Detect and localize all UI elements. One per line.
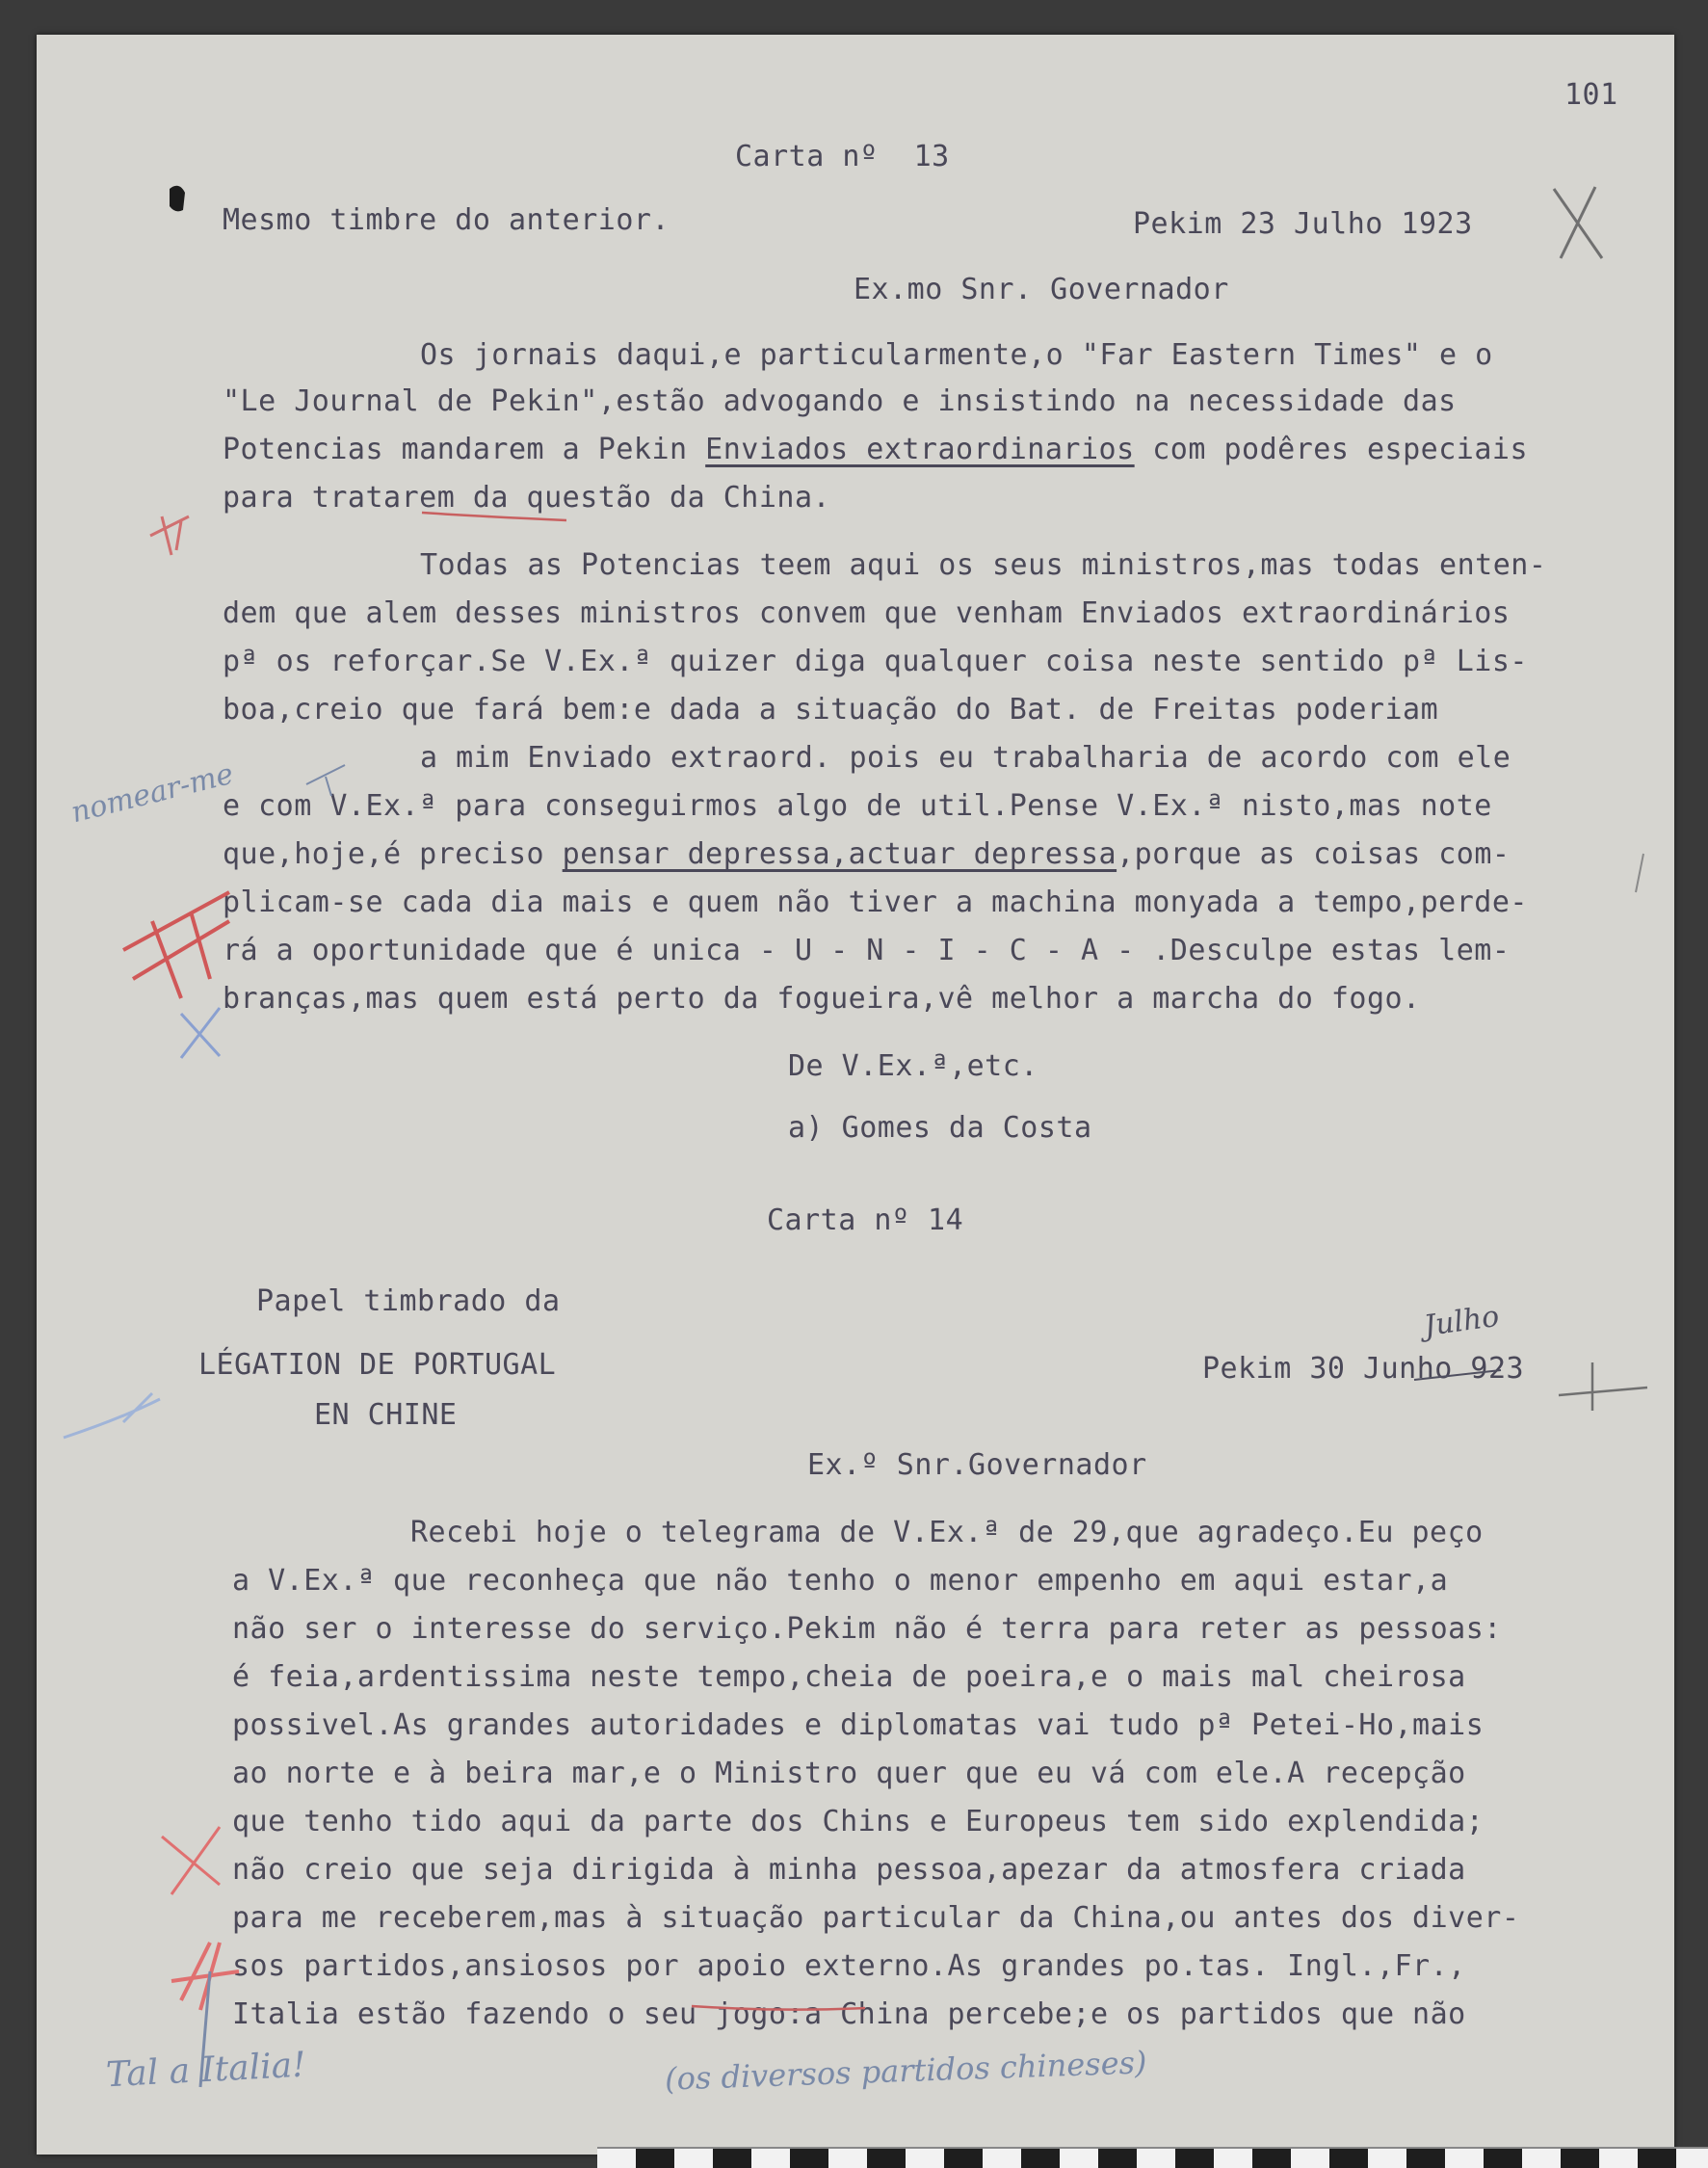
letter13-heading: Carta nº 13 bbox=[735, 140, 950, 173]
letter13-p2-line6: e com V.Ex.ª para conseguirmos algo de util.Pense V.Ex.ª nisto,mas note bbox=[223, 789, 1492, 823]
letter14-body-line2: a V.Ex.ª que reconheça que não tenho o menor empenho em aqui estar,a bbox=[232, 1564, 1449, 1598]
letter14-body-line11: Italia estão fazendo o seu jogo:a China percebe;e os partidos que não bbox=[232, 1997, 1466, 2031]
letter14-body-line7: que tenho tido aqui da parte dos Chins e Europeus tem sido explendida; bbox=[232, 1805, 1485, 1838]
red-hatch-1 bbox=[123, 892, 229, 998]
letter14-heading: Carta nº 14 bbox=[767, 1203, 964, 1237]
letter13-p2-line8: plicam-se cada dia mais e quem não tiver a machina monyada a tempo,perde- bbox=[223, 886, 1528, 919]
date-cross-mark bbox=[1559, 1362, 1647, 1411]
letter13-p1-line1: Os jornais daqui,e particularmente,o "Far Eastern Times" e o bbox=[420, 338, 1493, 372]
margin-marks bbox=[37, 35, 1674, 2155]
letter13-p2-line1: Todas as Potencias teem aqui os seus ministros,mas todas enten- bbox=[420, 548, 1547, 582]
date-x-mark-2 bbox=[1561, 187, 1595, 258]
annotation-nomear: nomear-me bbox=[67, 756, 237, 831]
letter13-letterhead: Mesmo timbre do anterior. bbox=[223, 203, 670, 237]
underline-apoio bbox=[692, 2006, 865, 2010]
page-number: 101 bbox=[1564, 78, 1618, 112]
ink-blot bbox=[170, 186, 185, 212]
letter13-p1-line2: "Le Journal de Pekin",estão advogando e insistindo na necessidade das bbox=[223, 384, 1457, 418]
color-scale-ruler bbox=[597, 2147, 1708, 2168]
letter13-signature: a) Gomes da Costa bbox=[788, 1111, 1092, 1145]
letter13-p1-line3-start: Potencias mandarem a Pekin bbox=[223, 433, 706, 466]
strike-junho bbox=[1414, 1370, 1501, 1380]
red-mark-1 bbox=[150, 516, 189, 555]
letter14-body-line1: Recebi hoje o telegrama de V.Ex.ª de 29,que agradeço.Eu peço bbox=[410, 1516, 1484, 1549]
letter13-salutation: Ex.mo Snr. Governador bbox=[854, 273, 1229, 306]
annotation-italia: Tal a Italia! bbox=[105, 2045, 307, 2096]
letter13-p1-line4: para tratarem da questão da China. bbox=[223, 481, 831, 515]
letter13-p2-underlined: pensar depressa,actuar depressa bbox=[562, 837, 1117, 871]
pencil-mark-1 bbox=[306, 765, 345, 796]
letter14-body-line4: é feia,ardentissima neste tempo,cheia de poeira,e o mais mal cheirosa bbox=[232, 1660, 1466, 1694]
letter13-p2-line10: branças,mas quem está perto da fogueira,vê melhor a marcha do fogo. bbox=[223, 982, 1421, 1016]
pencil-mark-2 bbox=[1636, 854, 1643, 892]
underline-questao bbox=[422, 513, 566, 520]
letter14-body-line3: não ser o interesse do serviço.Pekim não é terra para reter as pessoas: bbox=[232, 1612, 1502, 1646]
annotation-partidos: (os diversos partidos chineses) bbox=[664, 2044, 1148, 2098]
letter13-p2-line3: pª os reforçar.Se V.Ex.ª quizer diga qualquer coisa neste sentido pª Lis- bbox=[223, 645, 1528, 678]
blue-mark-1 bbox=[64, 1393, 160, 1438]
blue-x-mark bbox=[181, 1008, 220, 1058]
letter13-p2-line9: rá a oportunidade que é unica - U - N - I - C - A - .Desculpe estas lem- bbox=[223, 934, 1511, 967]
letter13-p2-line4: boa,creio que fará bem:e dada a situação do Bat. de Freitas poderiam bbox=[223, 693, 1439, 727]
letter13-p2-line7-end: ,porque as coisas com- bbox=[1117, 837, 1511, 871]
letter13-date: Pekim 23 Julho 1923 bbox=[1133, 207, 1473, 241]
letter14-body-line8: não creio que seja dirigida à minha pessoa,apezar da atmosfera criada bbox=[232, 1853, 1466, 1887]
letter13-p2-line2: dem que alem desses ministros convem que venham Enviados extraordinários bbox=[223, 596, 1511, 630]
letter14-body-line6: ao norte e à beira mar,e o Ministro quer que eu vá com ele.A recepção bbox=[232, 1757, 1466, 1790]
annotation-julho: Julho bbox=[1421, 1299, 1502, 1344]
letter13-p1-underlined: Enviados extraordinarios bbox=[705, 433, 1135, 466]
letter14-letterhead-line2: LÉGATION DE PORTUGAL bbox=[198, 1348, 557, 1382]
letter13-p1-line3-end: com podêres especiais bbox=[1134, 433, 1529, 466]
letter14-body-line10: sos partidos,ansiosos por apoio externo.As grandes po.tas. Ingl.,Fr., bbox=[232, 1949, 1466, 1983]
red-x-mark bbox=[162, 1827, 220, 1894]
document-page bbox=[37, 35, 1674, 2155]
letter13-p2-line5: a mim Enviado extraord. pois eu trabalharia de acordo com ele bbox=[420, 741, 1511, 775]
letter14-letterhead-line3: EN CHINE bbox=[314, 1398, 458, 1432]
letter14-date: Pekim 30 Junho 923 bbox=[1202, 1352, 1525, 1386]
letter13-p2-line7-start: que,hoje,é preciso bbox=[223, 837, 563, 871]
letter14-letterhead-line1: Papel timbrado da bbox=[256, 1284, 561, 1318]
letter14-body-line9: para me receberem,mas à situação particular da China,ou antes dos diver- bbox=[232, 1901, 1520, 1935]
letter14-body-line5: possivel.As grandes autoridades e diplomatas vai tudo pª Petei-Ho,mais bbox=[232, 1708, 1485, 1742]
red-hatch-2 bbox=[171, 1943, 239, 2010]
letter14-salutation: Ex.º Snr.Governador bbox=[807, 1448, 1147, 1482]
letter13-closing: De V.Ex.ª,etc. bbox=[788, 1049, 1038, 1083]
